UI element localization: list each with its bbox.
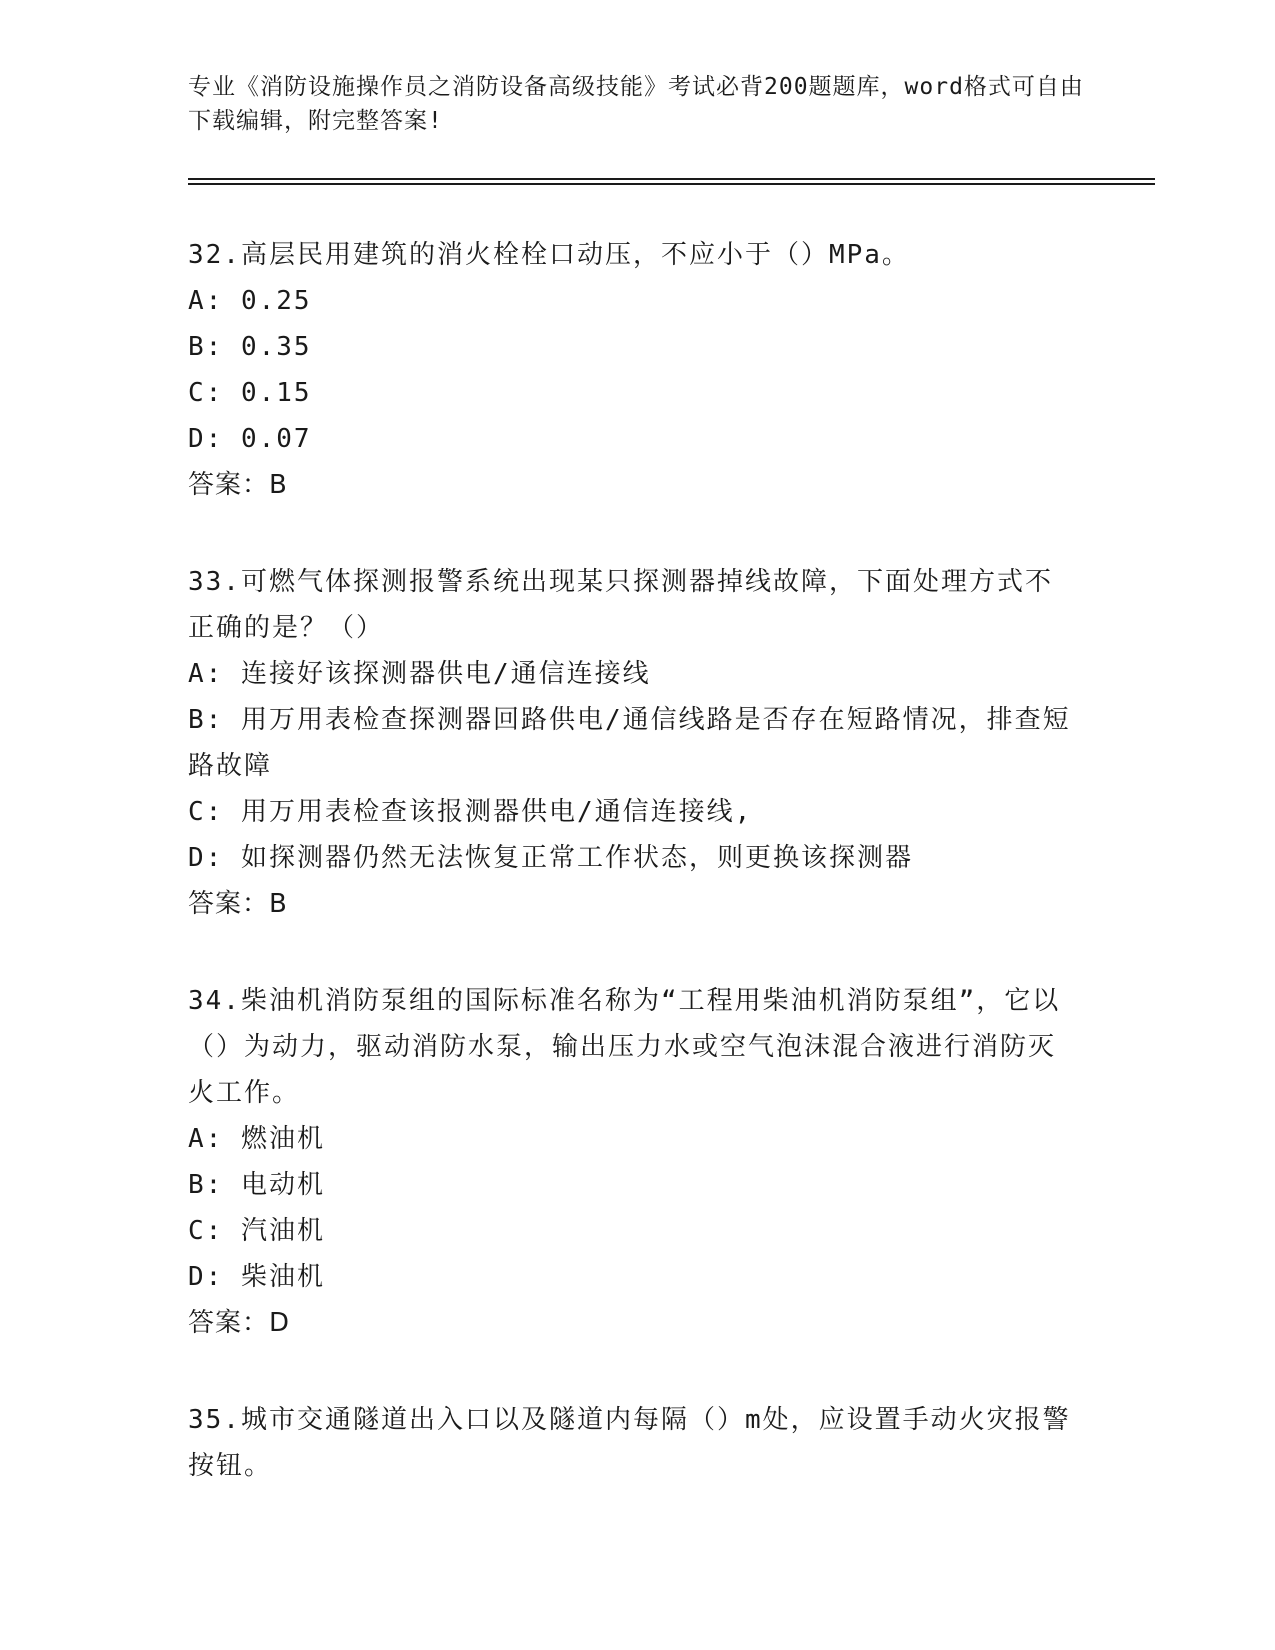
question-text: 33.可燃气体探测报警系统出现某只探测器掉线故障，下面处理方式不正确的是？（） (188, 567, 1053, 643)
option-c: C: 0.15 (188, 378, 312, 408)
question-34 (188, 978, 1078, 1346)
option-a: A: 0.25 (188, 286, 312, 316)
option-d: D: 如探测器仍然无法恢复正常工作状态，则更换该探测器 (188, 843, 913, 873)
question-text: 32.高层民用建筑的消火栓栓口动压，不应小于（）MPa。 (188, 240, 910, 270)
header-intro-text: 专业《消防设施操作员之消防设备高级技能》考试必背200题题库，word格式可自由下载编辑，附完整答案! (188, 74, 1084, 134)
question-35 (188, 1397, 1078, 1489)
option-b: B: 0.35 (188, 332, 312, 362)
question-32 (188, 232, 1078, 508)
option-d: D: 柴油机 (188, 1262, 325, 1292)
question-list (188, 232, 1078, 1540)
option-c: C: 用万用表检查该报测器供电/通信连接线, (188, 797, 753, 827)
option-c: C: 汽油机 (188, 1216, 325, 1246)
header-divider-top (188, 178, 1155, 180)
option-d: D: 0.07 (188, 424, 312, 454)
question-33 (188, 559, 1078, 927)
question-text: 34.柴油机消防泵组的国际标准名称为“工程用柴油机消防泵组”，它以（）为动力，驱动消防水泵，输出压力水或空气泡沫混合液进行消防灭火工作。 (188, 986, 1061, 1108)
document-header (188, 70, 1088, 138)
answer-line: 答案：B (188, 889, 288, 919)
answer-line: 答案：D (188, 1308, 291, 1338)
option-a: A: 燃油机 (188, 1124, 325, 1154)
answer-line: 答案：B (188, 470, 288, 500)
header-divider-bottom (188, 183, 1155, 185)
option-b: B: 电动机 (188, 1170, 325, 1200)
option-a: A: 连接好该探测器供电/通信连接线 (188, 659, 651, 689)
question-text: 35.城市交通隧道出入口以及隧道内每隔（）m处，应设置手动火灾报警按钮。 (188, 1405, 1071, 1481)
option-b: B: 用万用表检查探测器回路供电/通信线路是否存在短路情况，排查短路故障 (188, 705, 1071, 781)
